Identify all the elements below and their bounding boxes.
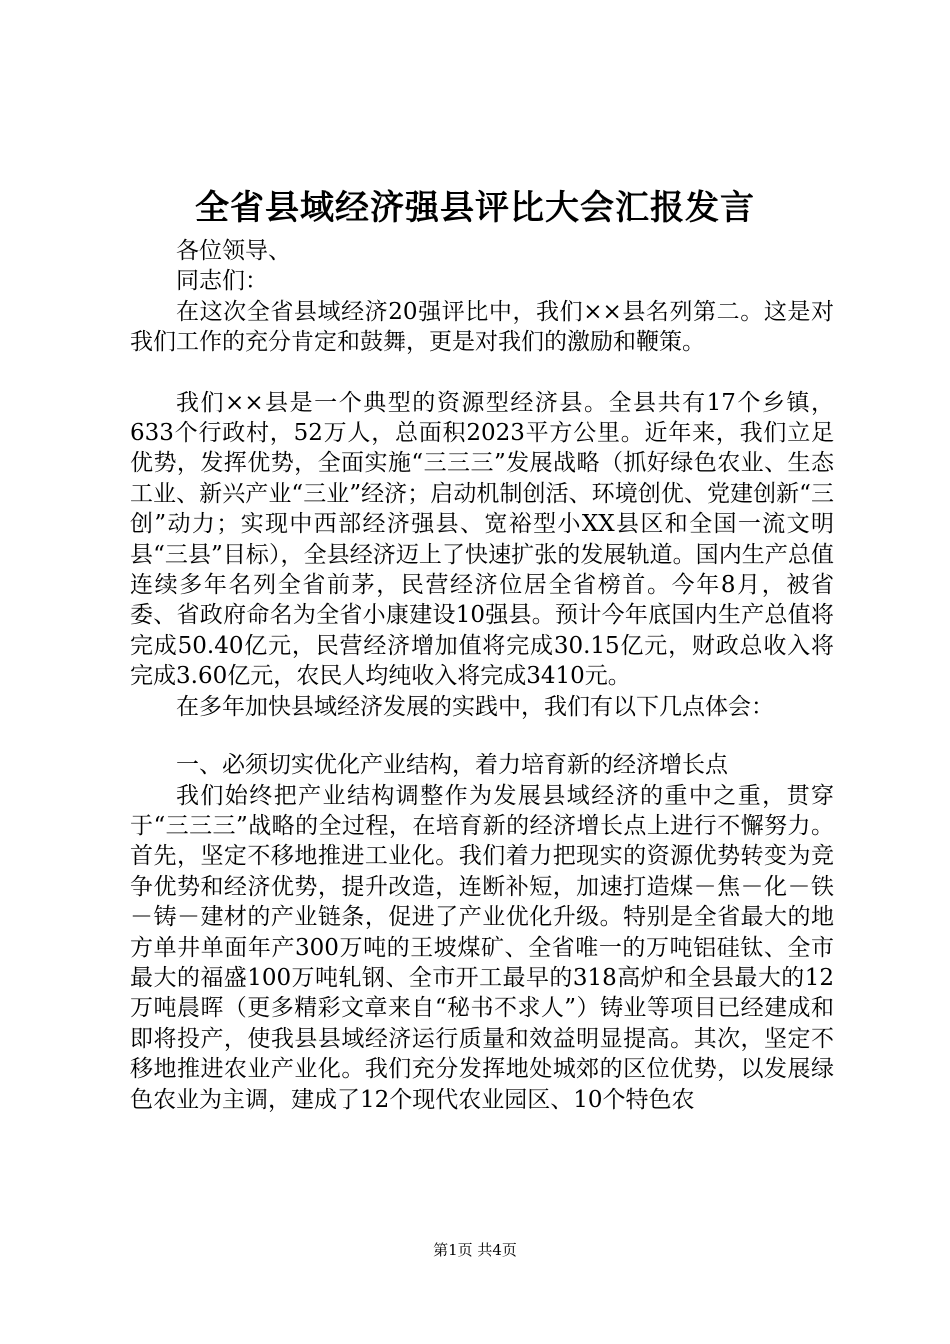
paragraph-experience-lead: 在多年加快县域经济发展的实践中，我们有以下几点体会： — [176, 693, 774, 720]
salutation-comrades: 同志们： — [176, 268, 268, 295]
salutation-leaders: 各位领导、 — [176, 238, 291, 264]
page-footer: 第1页 共4页 — [433, 1241, 517, 1259]
paragraph-county-overview: 我们××县是一个典型的资源型经济县。全县共有17个乡镇，633个行政村，52万人，总面积2023平方公里。近年来，我们立足优势，发挥优势，全面实施“三三三”发展战略（抓好绿色农业、生态工业、新兴产业“三业”经济；启动机制创活、环境创优、党建创新“三创”动力；实现中西部经济强县、宽裕型小XX县区和全国一流文明县“三县”目标），全县经济迈上了快速扩张的发展轨道。国内生产总值连续多年名列全省前茅，民营经济位居全省榜首。今年8月，被省委、省政府命名为全省小康建设10强县。预计今年底国内生产总值将完成50.40亿元，民营经济增加值将完成30.15亿元，财政总收入将完成3.60亿元，农民人均纯收入将完成3410元。 — [130, 389, 834, 690]
paragraph-industry-structure: 我们始终把产业结构调整作为发展县域经济的重中之重，贯穿于“三三三”战略的全过程，在培育新的经济增长点上进行不懈努力。首先，坚定不移地推进工业化。我们着力把现实的资源优势转变为竞争优势和经济优势，提升改造，连断补短，加速打造煤－焦－化－铁－铸－建材的产业链条，促进了产业优化升级。特别是全省最大的地方单井单面年产300万吨的王坡煤矿、全省唯一的万吨铝硅钛、全市最大的福盛100万吨轧钢、全市开工最早的318高炉和全县最大的12万吨晨晖（更多精彩文章来自“秘书不求人”）铸业等项目已经建成和即将投产，使我县县域经济运行质量和效益明显提高。其次，坚定不移地推进农业产业化。我们充分发挥地处城郊的区位优势，以发展绿色农业为主调，建成了12个现代农业园区、10个特色农 — [130, 782, 834, 1113]
section-heading-1: 一、必须切实优化产业结构，着力培育新的经济增长点 — [176, 752, 728, 779]
document-title: 全省县域经济强县评比大会汇报发言 — [195, 188, 755, 228]
document-body — [130, 236, 834, 1115]
paragraph-intro: 在这次全省县域经济20强评比中，我们××县名列第二。这是对我们工作的充分肯定和鼓舞，更是对我们的激励和鞭策。 — [130, 298, 834, 356]
